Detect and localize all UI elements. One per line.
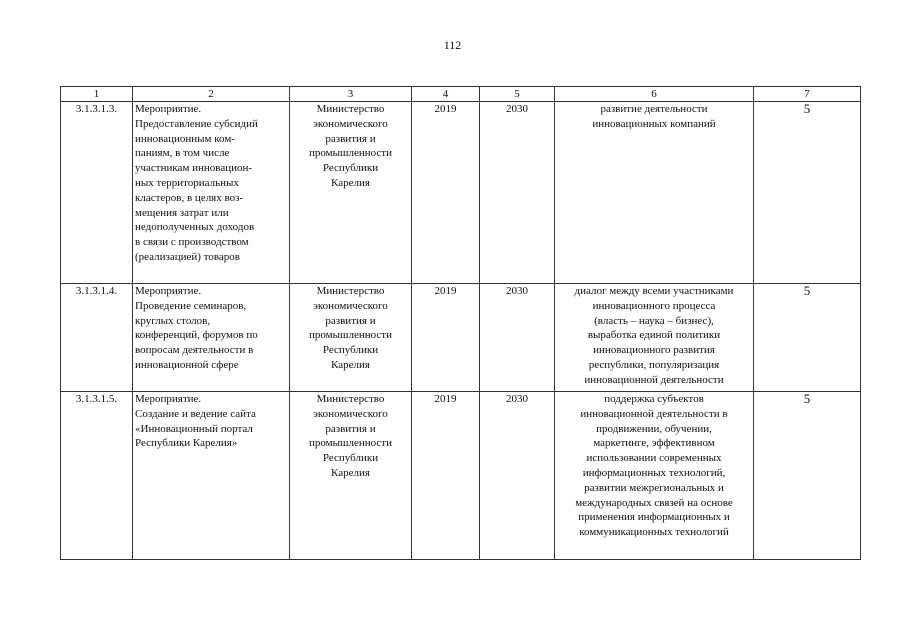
end-year: 2030 <box>480 102 555 284</box>
indicator-number: 5 <box>754 392 861 560</box>
table-row <box>61 102 861 284</box>
activity-code: 3.1.3.1.3. <box>61 102 133 284</box>
column-header: 2 <box>133 87 290 102</box>
responsible-executor: Министерство экономического развития и промышленности Республики Карелия <box>290 284 412 392</box>
responsible-executor: Министерство экономического развития и промышленности Республики Карелия <box>290 392 412 560</box>
start-year: 2019 <box>412 102 480 284</box>
start-year: 2019 <box>412 284 480 392</box>
program-activities-table <box>60 86 861 560</box>
end-year: 2030 <box>480 392 555 560</box>
column-header: 7 <box>754 87 861 102</box>
indicator-number: 5 <box>754 284 861 392</box>
activity-code: 3.1.3.1.4. <box>61 284 133 392</box>
expected-result: поддержка субъектов инновационной деятельности в продвижении, обучении, маркетинге, эффективном использовании современных информационных технологий, развитии межрегиональных и международных связей на основе применения информационных и коммуникационных технологий <box>555 392 754 560</box>
column-header: 4 <box>412 87 480 102</box>
page-number: 112 <box>443 38 462 52</box>
activity-description: Мероприятие. Предоставление субсидий инновационным ком- паниям, в том числе участникам инновацион- ных территориальных кластеров, в целях воз- мещения затрат или недополученных доходов в связи с производством (реализацией) товаров <box>133 102 290 284</box>
column-header: 1 <box>61 87 133 102</box>
activity-code: 3.1.3.1.5. <box>61 392 133 560</box>
table-row <box>61 284 861 392</box>
responsible-executor: Министерство экономического развития и промышленности Республики Карелия <box>290 102 412 284</box>
column-header: 6 <box>555 87 754 102</box>
activity-description: Мероприятие. Создание и ведение сайта «Инновационный портал Республики Карелия» <box>133 392 290 560</box>
start-year: 2019 <box>412 392 480 560</box>
header-row <box>61 87 861 102</box>
table-row <box>61 392 861 560</box>
indicator-number: 5 <box>754 102 861 284</box>
activity-description: Мероприятие. Проведение семинаров, круглых столов, конференций, форумов по вопросам деятельности в инновационной сфере <box>133 284 290 392</box>
expected-result: развитие деятельности инновационных компаний <box>555 102 754 284</box>
expected-result: диалог между всеми участниками инновационного процесса (власть – наука – бизнес), выработка единой политики инновационного развития республики, популяризация инновационной деятельности <box>555 284 754 392</box>
column-header: 3 <box>290 87 412 102</box>
column-header: 5 <box>480 87 555 102</box>
end-year: 2030 <box>480 284 555 392</box>
